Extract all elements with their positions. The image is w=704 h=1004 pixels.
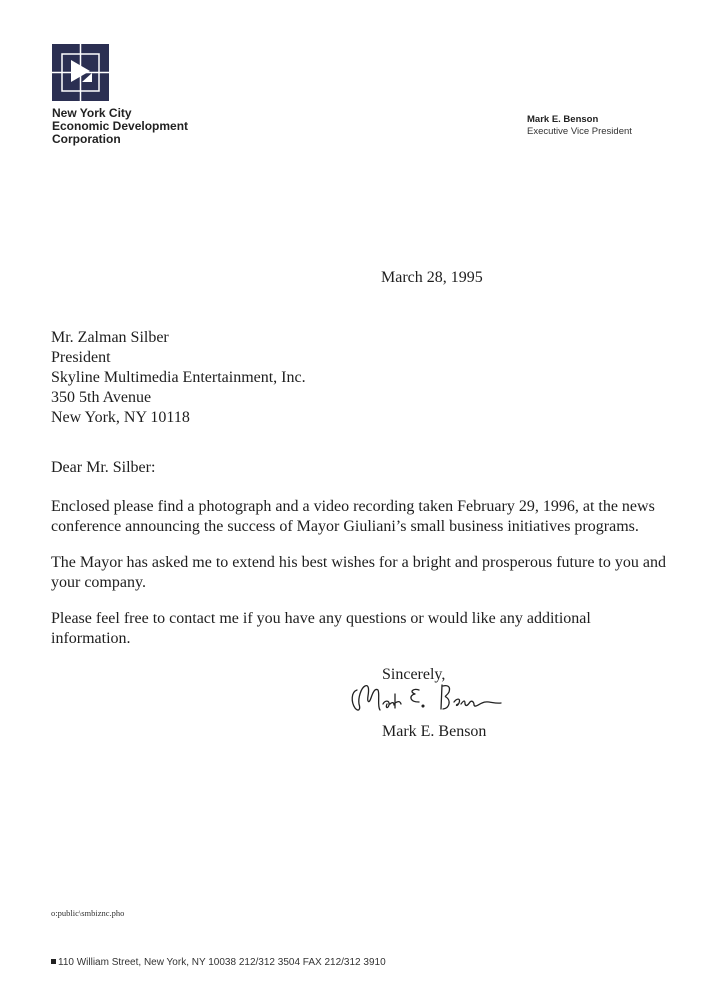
closing: Sincerely, [382, 666, 446, 683]
org-line: Economic Development [52, 119, 189, 133]
recipient-address [51, 328, 306, 428]
nycedc-logo-icon [52, 44, 109, 101]
sender-name: Mark E. Benson [527, 114, 599, 125]
recipient-line: President [51, 349, 111, 366]
org-line: New York City [52, 106, 132, 120]
handwritten-signature [343, 676, 543, 722]
organization-name [52, 107, 188, 146]
salutation: Dear Mr. Silber: [51, 459, 156, 476]
sender-title: Executive Vice President [527, 126, 632, 137]
recipient-line: Skyline Multimedia Entertainment, Inc. [51, 369, 306, 386]
footer-address [51, 957, 386, 968]
file-reference: o:public\smbiznc.pho [51, 908, 125, 918]
body-paragraph: Enclosed please find a photograph and a video recording taken February 29, 1996, at the news conference announcing the success of Mayor Giuliani’s small business initiatives programs. [51, 498, 655, 535]
footer-address-text: 110 William Street, New York, NY 10038 212/312 3504 FAX 212/312 3910 [58, 957, 386, 968]
recipient-line: New York, NY 10118 [51, 409, 190, 426]
org-line: Corporation [52, 132, 121, 146]
body-paragraph: Please feel free to contact me if you have any questions or would like any additional information. [51, 610, 591, 647]
signer-name: Mark E. Benson [382, 723, 487, 740]
body-paragraph: The Mayor has asked me to extend his best wishes for a bright and prosperous future to you and your company. [51, 554, 666, 591]
recipient-line: 350 5th Avenue [51, 389, 152, 406]
bullet-icon [51, 959, 56, 964]
recipient-line: Mr. Zalman Silber [51, 329, 169, 346]
sender-block [527, 114, 632, 138]
letter-date: March 28, 1995 [381, 269, 483, 286]
